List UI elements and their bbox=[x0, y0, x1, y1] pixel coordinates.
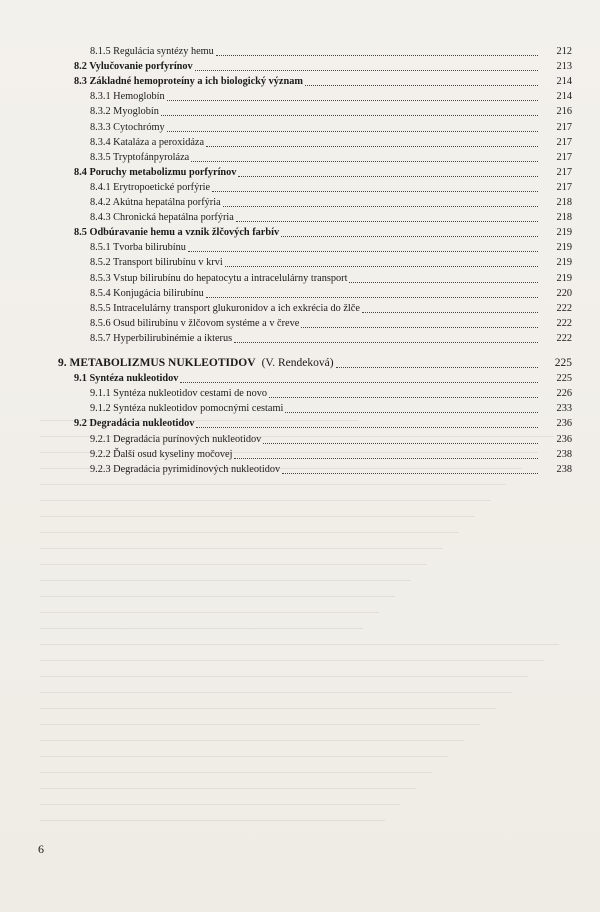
toc-entry-page: 216 bbox=[556, 106, 572, 118]
toc-entry-page: 217 bbox=[556, 151, 572, 163]
toc-entry-page: 219 bbox=[556, 227, 572, 239]
toc-entry-title bbox=[90, 89, 165, 104]
toc-entry-page: 238 bbox=[556, 448, 572, 460]
toc-entry-page: 217 bbox=[556, 181, 572, 193]
toc-entry-label: 8.5.2 Transport bilirubínu v krvi bbox=[90, 257, 223, 269]
dot-leader bbox=[188, 236, 538, 252]
toc-entry-title bbox=[90, 210, 234, 225]
toc-entry-author: (V. Rendeková) bbox=[261, 357, 334, 369]
toc-entry-label: 8.5.5 Intracelulárny transport glukuronidov a ich exkrécia do žlče bbox=[90, 302, 360, 314]
bleed-through-line bbox=[40, 484, 506, 485]
dot-leader bbox=[206, 282, 538, 298]
toc-entry-page: 236 bbox=[556, 418, 572, 430]
toc-entry-label: 8.3.1 Hemoglobín bbox=[90, 91, 165, 103]
dot-leader bbox=[191, 146, 538, 162]
toc-entry-label: 8.5.6 Osud bilirubínu v žlčovom systéme a v čreve bbox=[90, 317, 300, 329]
dot-leader bbox=[223, 191, 538, 207]
toc-entry-label: 9.1.1 Syntéza nukleotidov cestami de novo bbox=[90, 388, 268, 400]
toc-entry bbox=[0, 462, 600, 477]
dot-leader bbox=[216, 40, 538, 56]
toc-entry-label: 8.4.3 Chronická hepatálna porfýria bbox=[90, 212, 234, 224]
bleed-through-line bbox=[40, 804, 400, 805]
toc-entry-page: 225 bbox=[556, 373, 572, 385]
toc-entry-page: 217 bbox=[556, 166, 572, 178]
bleed-through-line bbox=[40, 644, 559, 645]
bleed-through-line bbox=[40, 500, 491, 501]
dot-leader bbox=[234, 443, 538, 459]
toc-entry-title bbox=[74, 416, 194, 431]
toc-entry-label: 8.3.4 Kataláza a peroxidáza bbox=[90, 136, 205, 148]
bleed-through-line bbox=[40, 788, 416, 789]
toc-entry-page: 236 bbox=[556, 433, 572, 445]
toc-entry-title bbox=[90, 180, 210, 195]
toc-entry-label: 8.4.2 Akútna hepatálna porfýria bbox=[90, 197, 221, 208]
dot-leader bbox=[206, 131, 538, 147]
bleed-through-line bbox=[40, 676, 528, 677]
dot-leader bbox=[238, 161, 538, 177]
toc-entry-page: 222 bbox=[556, 332, 572, 344]
toc-entry-label: 8.4.1 Erytropoetické porfýrie bbox=[90, 181, 211, 193]
toc-entry-page: 226 bbox=[556, 388, 572, 400]
toc-entry-title bbox=[74, 371, 178, 386]
dot-leader bbox=[349, 267, 538, 283]
toc-entry-page: 238 bbox=[556, 463, 572, 475]
bleed-through-line bbox=[40, 628, 363, 629]
bleed-through-line bbox=[40, 740, 464, 741]
dot-leader bbox=[225, 251, 538, 267]
toc-entry-page: 220 bbox=[556, 287, 572, 299]
bleed-through-line bbox=[40, 820, 385, 821]
bleed-through-line bbox=[40, 564, 427, 565]
toc-entry-label: 9.1.2 Syntéza nukleotidov pomocnými cestami bbox=[90, 403, 284, 415]
bleed-through-line bbox=[40, 532, 459, 533]
toc-entry-label: 8.4 Poruchy metabolizmu porfyrínov bbox=[74, 166, 237, 178]
toc-entry-page: 219 bbox=[556, 257, 572, 269]
bleed-through-line bbox=[40, 580, 411, 581]
dot-leader bbox=[167, 85, 538, 101]
toc-entry-label: 8.3.3 Cytochrómy bbox=[90, 121, 165, 133]
toc-entry-page: 213 bbox=[556, 61, 572, 73]
dot-leader bbox=[263, 428, 538, 444]
toc-entry-label: 9.2.3 Degradácia pyrimidínových nukleotidov bbox=[90, 463, 281, 475]
toc-entry-title bbox=[90, 135, 204, 150]
toc-entry-page: 219 bbox=[556, 272, 572, 284]
toc-entry-title bbox=[90, 462, 280, 477]
toc-entry-label: 8.5.4 Konjugácia bilirubínu bbox=[90, 287, 204, 299]
dot-leader bbox=[336, 352, 538, 368]
toc-entry-page: 222 bbox=[556, 317, 572, 329]
dot-leader bbox=[195, 55, 538, 71]
toc-entry-title bbox=[90, 195, 221, 210]
dot-leader bbox=[362, 297, 538, 313]
toc-entry-label: 8.5.1 Tvorba bilirubínu bbox=[90, 242, 186, 254]
bleed-through-line bbox=[40, 516, 475, 517]
bleed-through-line bbox=[40, 724, 480, 725]
toc-entry-page: 212 bbox=[556, 46, 572, 57]
bleed-through-line bbox=[40, 548, 443, 549]
dot-leader bbox=[180, 367, 538, 383]
toc-entry-page: 218 bbox=[556, 212, 572, 224]
dot-leader bbox=[196, 412, 538, 428]
toc-entry-label: 9.2.2 Ďalší osud kyseliny močovej bbox=[90, 448, 233, 460]
toc-entry-label: 8.3.5 Tryptofánpyroláza bbox=[90, 151, 190, 163]
toc-entry-label: 8.3 Základné hemoproteíny a ich biologický význam bbox=[74, 76, 303, 88]
toc-entry-label: 8.5 Odbúravanie hemu a vznik žlčových farbív bbox=[74, 227, 280, 239]
toc-entry-page: 217 bbox=[556, 136, 572, 148]
bleed-through-line bbox=[40, 692, 512, 693]
bleed-through-line bbox=[40, 756, 448, 757]
toc-entry-label: 9.2 Degradácia nukleotidov bbox=[74, 418, 195, 430]
toc-entry-label: 8.3.2 Myoglobín bbox=[90, 106, 159, 118]
dot-leader bbox=[236, 206, 538, 222]
toc-entry bbox=[0, 331, 600, 346]
toc-entry-page: 217 bbox=[556, 121, 572, 133]
toc-entry-label: 9. METABOLIZMUS NUKLEOTIDOV bbox=[58, 357, 256, 369]
toc-entry-title bbox=[90, 255, 223, 270]
bleed-through-line bbox=[40, 660, 544, 661]
dot-leader bbox=[161, 100, 538, 116]
toc-entry-page: 225 bbox=[554, 357, 572, 369]
toc-entry-title bbox=[90, 447, 232, 462]
toc-entry-title bbox=[90, 150, 189, 165]
toc-entry-title bbox=[74, 59, 193, 74]
toc-entry-title bbox=[90, 386, 267, 401]
dot-leader bbox=[167, 116, 538, 132]
bleed-through-line bbox=[40, 612, 379, 613]
dot-leader bbox=[212, 176, 538, 192]
toc-entry-title bbox=[90, 331, 232, 346]
toc-entry-label: 8.5.3 Vstup bilirubínu do hepatocytu a intracelulárny transport bbox=[90, 272, 348, 284]
dot-leader bbox=[305, 70, 538, 86]
toc-entry-page: 218 bbox=[556, 197, 572, 208]
dot-leader bbox=[234, 327, 538, 343]
toc-entry-label: 9.1 Syntéza nukleotidov bbox=[74, 373, 179, 385]
toc-entry-label: 8.5.7 Hyperbilirubinémie a ikterus bbox=[90, 332, 233, 344]
toc-entry-label: 8.1.5 Regulácia syntézy hemu bbox=[90, 46, 214, 57]
dot-leader bbox=[282, 458, 538, 474]
bleed-through-text bbox=[40, 420, 570, 840]
toc-entry-title bbox=[90, 104, 159, 119]
page-number: 6 bbox=[38, 842, 44, 856]
bleed-through-line bbox=[40, 708, 496, 709]
dot-leader bbox=[285, 397, 538, 413]
dot-leader bbox=[301, 312, 538, 328]
dot-leader bbox=[281, 221, 538, 237]
bleed-through-line bbox=[40, 596, 395, 597]
toc-entry-label: 8.2 Vylučovanie porfyrínov bbox=[74, 61, 193, 73]
toc-entry-page: 214 bbox=[556, 91, 572, 103]
toc-entry-page: 222 bbox=[556, 302, 572, 314]
toc-entry-title bbox=[90, 286, 204, 301]
toc-entry-title bbox=[90, 120, 165, 135]
bleed-through-line bbox=[40, 772, 432, 773]
dot-leader bbox=[269, 382, 538, 398]
toc-entry-label: 9.2.1 Degradácia purínových nukleotidov bbox=[90, 433, 262, 445]
toc-entry-title bbox=[90, 240, 186, 255]
toc-entry-page: 233 bbox=[556, 403, 572, 415]
toc-entry-page: 214 bbox=[556, 76, 572, 88]
toc-entry-page: 219 bbox=[556, 242, 572, 254]
